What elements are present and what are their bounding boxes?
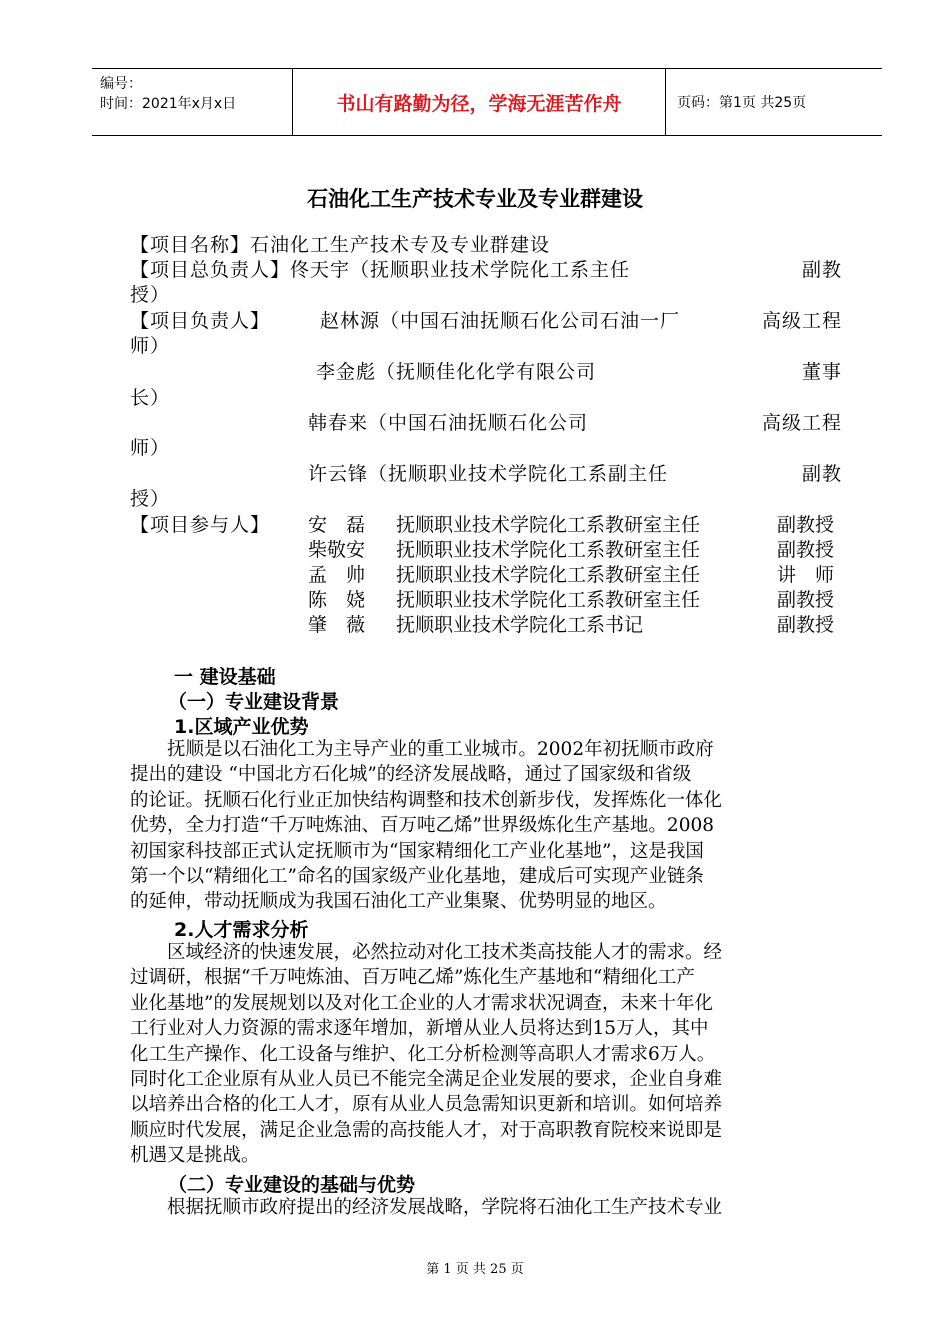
paragraph-line: 优势，全力打造“千万吨炼油、百万吨乙烯”世界级炼化生产基地。2008	[130, 815, 714, 837]
paragraph-line: 区域经济的快速发展，必然拉动对化工技术类高技能人才的需求。经	[130, 942, 723, 963]
page-footer: 第 1 页 共 25 页	[426, 1262, 524, 1277]
paragraph-foundation	[130, 1195, 842, 1220]
document-title: 石油化工生产技术专业及专业群建设	[307, 187, 643, 211]
paragraph-line: 机遇又是挑战。	[130, 1145, 260, 1167]
responsible-label: 【项目负责人】	[130, 310, 271, 332]
heading-3: 1.区域产业优势	[174, 716, 309, 738]
responsible-title-a: 董事	[801, 361, 842, 383]
paragraph-talent-demand	[130, 940, 842, 1169]
paragraph-line: 工行业对人力资源的需求逐年增加，新增从业人员将达到15万人，其中	[130, 1018, 709, 1040]
project-leader-title-a: 副教	[801, 259, 842, 281]
header-meta-cell	[92, 69, 293, 135]
responsible-text: 许云锋（抚顺职业技术学院化工系副主任	[308, 463, 669, 485]
participant-org: 抚顺职业技术学院化工系教研室主任	[396, 564, 701, 586]
participant-title: 副教授	[777, 614, 835, 636]
paragraph-line: 根据抚顺市政府提出的经济发展战略，学院将石油化工生产技术专业	[130, 1197, 723, 1218]
participant-org: 抚顺职业技术学院化工系书记	[396, 614, 644, 636]
header-motto: 书山有路勤为径，学海无涯苦作舟	[293, 69, 666, 135]
participant-title: 副教授	[777, 589, 835, 611]
responsible-title-b: 长）	[130, 387, 171, 409]
participant-org: 抚顺职业技术学院化工系教研室主任	[396, 589, 701, 611]
responsible-title-b: 授）	[130, 488, 171, 510]
number-label: 编号：	[100, 76, 142, 92]
participant-name: 柴敬安	[308, 539, 366, 561]
paragraph-line: 初国家科技部正式认定抚顺市为“国家精细化工产业化基地”，这是我国	[130, 840, 704, 862]
paragraph-line: 的论证。抚顺石化行业正加快结构调整和技术创新步伐，发挥炼化一体化	[130, 789, 723, 811]
responsible-text: 赵林源（中国石油抚顺石化公司石油一厂	[320, 310, 681, 332]
participant-title: 副教授	[777, 514, 835, 536]
heading-2: （一）专业建设背景	[168, 691, 340, 713]
responsible-title-a: 高级工程	[761, 310, 842, 332]
project-name-line: 【项目名称】石油化工生产技术专及专业群建设	[130, 234, 551, 256]
paragraph-line: 的延伸，带动抚顺成为我国石油化工产业集聚、优势明显的地区。	[130, 891, 667, 913]
participant-title: 讲 师	[777, 564, 835, 586]
participants-label: 【项目参与人】	[130, 514, 271, 536]
responsible-title-a: 高级工程	[761, 412, 842, 434]
participant-name: 孟 帅	[308, 564, 366, 586]
heading-1: 一 建设基础	[174, 666, 276, 688]
responsible-title-b: 师）	[130, 335, 171, 357]
paragraph-line: 业化基地”的发展规划以及对化工企业的人才需求状况调查，未来十年化	[130, 992, 713, 1014]
page-header	[92, 68, 882, 136]
responsible-title-a: 副教	[801, 463, 842, 485]
heading-2: （二）专业建设的基础与优势	[168, 1174, 416, 1196]
participant-name: 肇 薇	[308, 614, 366, 636]
time-label: 时间：2021年x月x日	[100, 96, 237, 112]
paragraph-line: 抚顺是以石油化工为主导产业的重工业城市。2002年初抚顺市政府	[130, 739, 714, 760]
paragraph-line: 同时化工企业原有从业人员已不能完全满足企业发展的要求，企业自身难	[130, 1069, 723, 1091]
participant-org: 抚顺职业技术学院化工系教研室主任	[396, 514, 701, 536]
participant-org: 抚顺职业技术学院化工系教研室主任	[396, 539, 701, 561]
paragraph-line: 提出的建设 “中国北方石化城”的经济发展战略，通过了国家级和省级	[130, 764, 692, 786]
paragraph-line: 过调研，根据“千万吨炼油、百万吨乙烯”炼化生产基地和“精细化工产	[130, 967, 695, 989]
paragraph-line: 化工生产操作、化工设备与维护、化工分析检测等高职人才需求6万人。	[130, 1043, 716, 1065]
responsible-text: 韩春来（中国石油抚顺石化公司	[308, 412, 589, 434]
paragraph-line: 顺应时代发展，满足企业急需的高技能人才，对于高职教育院校来说即是	[130, 1119, 723, 1141]
paragraph-line: 以培养出合格的化工人才，原有从业人员急需知识更新和培训。如何培养	[130, 1094, 723, 1116]
paragraph-region-advantage	[130, 737, 842, 915]
participant-name: 安 磊	[308, 514, 366, 536]
responsible-title-b: 师）	[130, 437, 171, 459]
participant-name: 陈 娆	[308, 589, 366, 611]
project-leader-title-b: 授）	[130, 284, 171, 306]
project-leader-line: 【项目总负责人】佟天宇（抚顺职业技术学院化工系主任	[130, 259, 631, 281]
participant-title: 副教授	[777, 539, 835, 561]
heading-3: 2.人才需求分析	[174, 919, 309, 941]
responsible-text: 李金彪（抚顺佳化化学有限公司	[316, 361, 597, 383]
paragraph-line: 第一个以“精细化工”命名的国家级产业化基地，建成后可实现产业链条	[130, 866, 704, 888]
header-page-label: 页码：第1页 共25页	[677, 95, 807, 111]
